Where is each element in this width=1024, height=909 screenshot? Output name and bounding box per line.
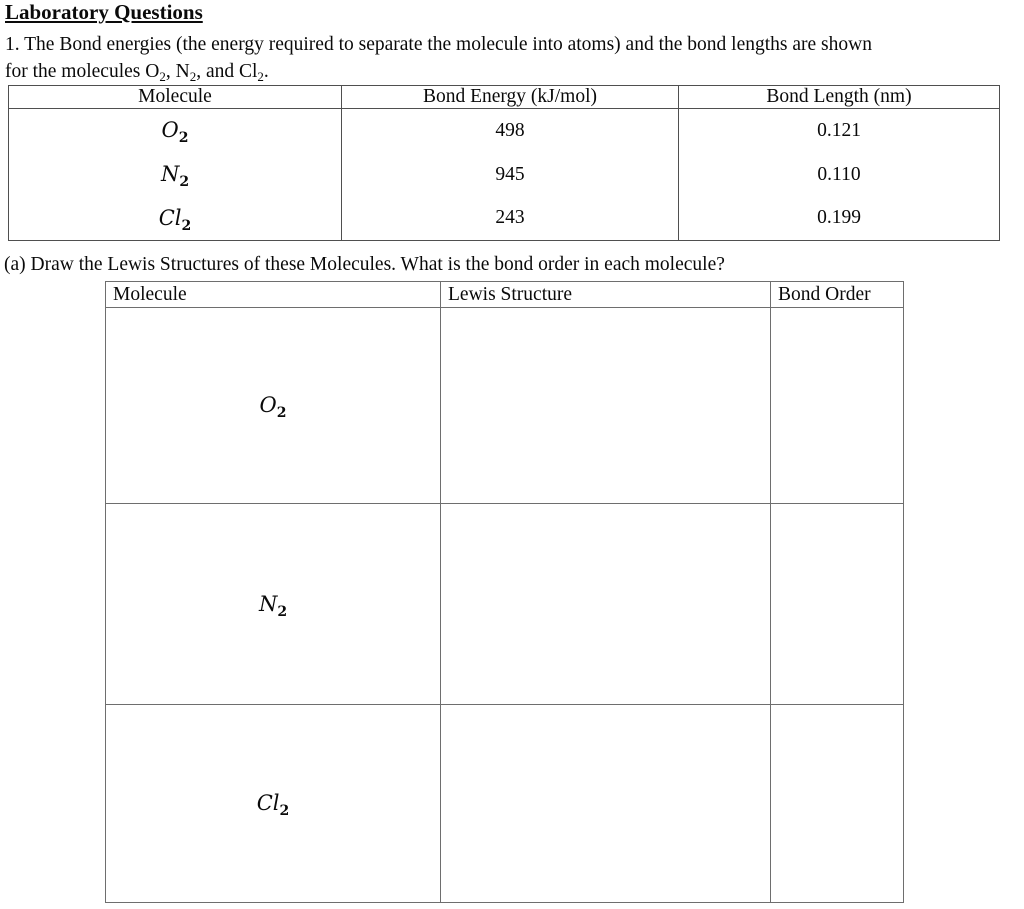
bond-table-header-molecule: Molecule [9,86,342,109]
bond-order-cell-empty [771,705,904,903]
molecule-inline-n2: $N_2$ [175,61,197,84]
lewis-table-row-o2 [106,308,904,504]
lewis-structure-cell-empty [441,308,771,504]
question-1-line-2 [5,58,872,85]
bond-table-row-o2 [9,109,1000,153]
lewis-table-row-n2 [106,504,904,705]
molecule-inline-cl2: $Cl_2$ [238,61,264,84]
bond-energy-value: 945 [342,153,679,197]
lewis-structure-table [105,281,904,903]
lewis-table-header-structure: Lewis Structure [441,282,771,308]
bond-energy-value: 498 [342,109,679,153]
bond-table-header-energy: Bond Energy (kJ/mol) [342,86,679,109]
lewis-structure-cell-empty [441,705,771,903]
lewis-table-header-order: Bond Order [771,282,904,308]
question-1-text [5,31,872,85]
question-1-line-2-prefix: for the molecules [5,61,146,82]
question-a-text: (a) Draw the Lewis Structures of these Molecules. What is the bond order in each molecule? [4,254,725,275]
molecule-symbol: $Cl_2$ [106,705,441,903]
lewis-structure-cell-empty [441,504,771,705]
molecule-symbol: $O_2$ [9,109,342,153]
separator: , [165,61,176,82]
molecule-symbol: $N_2$ [9,153,342,197]
bond-length-value: 0.110 [679,153,1000,197]
lewis-table-header-row [106,282,904,308]
bond-table-header-row [9,86,1000,109]
bond-energy-value: 243 [342,197,679,241]
bond-length-value: 0.121 [679,109,1000,153]
page-title: Laboratory Questions [5,0,203,24]
bond-table-header-length: Bond Length (nm) [679,86,1000,109]
molecule-inline-o2: $O_2$ [145,61,166,84]
bond-length-value: 0.199 [679,197,1000,241]
bond-order-cell-empty [771,308,904,504]
bond-data-table [8,85,1000,241]
lewis-table-header-molecule: Molecule [106,282,441,308]
lewis-table-row-cl2 [106,705,904,903]
question-1-line-1: 1. The Bond energies (the energy required to separate the molecule into atoms) and the bond lengths are shown [5,34,872,55]
molecule-symbol: $O_2$ [106,308,441,504]
bond-table-row-cl2 [9,197,1000,241]
sentence-period: . [263,61,269,82]
molecule-symbol: $N_2$ [106,504,441,705]
molecule-symbol: $Cl_2$ [9,197,342,241]
bond-order-cell-empty [771,504,904,705]
bond-table-row-n2 [9,153,1000,197]
separator: , and [196,61,239,82]
